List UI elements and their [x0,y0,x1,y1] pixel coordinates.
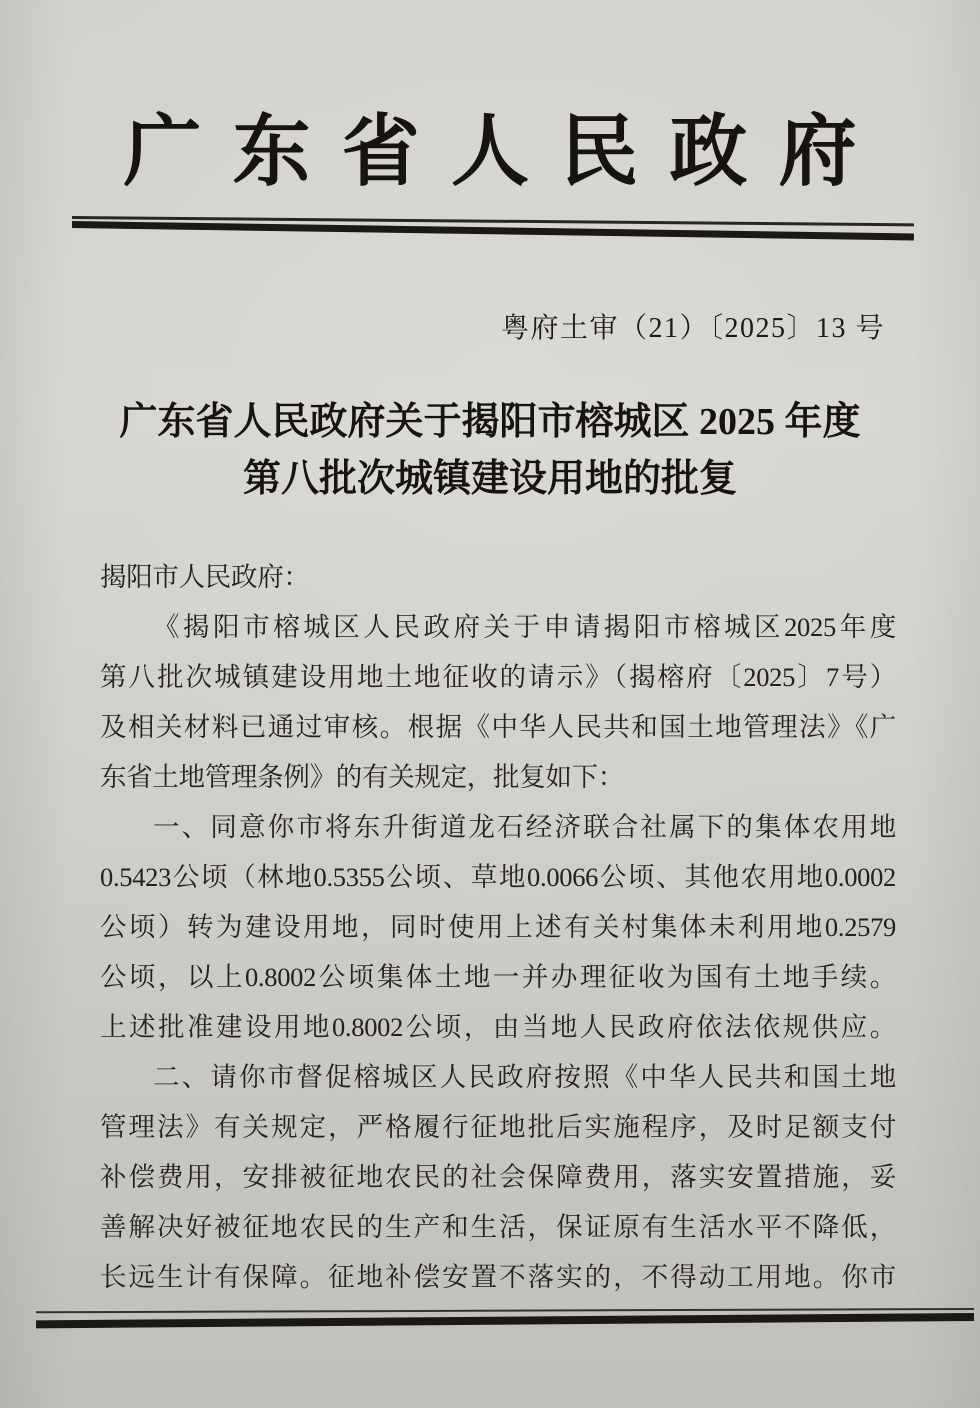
body-line: 二、请你市督促榕城区人民政府按照《中华人民共和国土地 [153,1062,896,1092]
body-line: 公顷，以上0.8002公顷集体土地一并办理征收为国有土地手续。 [100,962,896,992]
footer-rule [36,1308,974,1321]
body-line: 0.5423公顷（林地0.5355公顷、草地0.0066公顷、其他农用地0.0002 [100,862,896,892]
footer-rule-thick-line [36,1313,974,1328]
body-line: 及相关材料已通过审核。根据《中华人民共和国土地管理法》《广 [100,712,896,742]
body-line-salutation: 揭阳市人民政府： [100,562,310,592]
body-line: 第八批次城镇建设用地土地征收的请示》（揭榕府〔2025〕7号） [100,662,896,692]
document-body [100,552,896,1302]
body-line: 长远生计有保障。征地补偿安置不落实的，不得动工用地。你市 [100,1262,896,1292]
document-title-line2: 第八批次城镇建设用地的批复 [242,458,737,500]
body-line: 补偿费用，安排被征地农民的社会保障费用，落实安置措施，妥 [100,1162,896,1192]
body-line: 管理法》有关规定，严格履行征地批后实施程序，及时足额支付 [100,1112,896,1142]
body-line: 善解决好被征地农民的生产和生活，保证原有生活水平不降低， [100,1212,896,1242]
body-line: 《揭阳市榕城区人民政府关于申请揭阳市榕城区2025年度 [153,612,896,642]
body-line: 一、同意你市将东升街道龙石经济联合社属下的集体农用地 [153,812,896,842]
letterhead-org-name: 广东省人民政府 [123,108,888,195]
document-title-line1: 广东省人民政府关于揭阳市榕城区 2025 年度 [119,401,861,443]
footer-rule-thin-line [36,1308,974,1313]
document-title [0,394,980,508]
body-line: 公顷）转为建设用地，同时使用上述有关村集体未利用地0.2579 [100,912,896,942]
document-reference-number: 粤府土审（21）〔2025〕13 号 [500,313,885,344]
body-line: 东省土地管理条例》的有关规定，批复如下： [100,762,624,792]
header-rule [72,216,914,228]
body-line: 上述批准建设用地0.8002公顷，由当地人民政府依法依规供应。 [100,1012,896,1042]
